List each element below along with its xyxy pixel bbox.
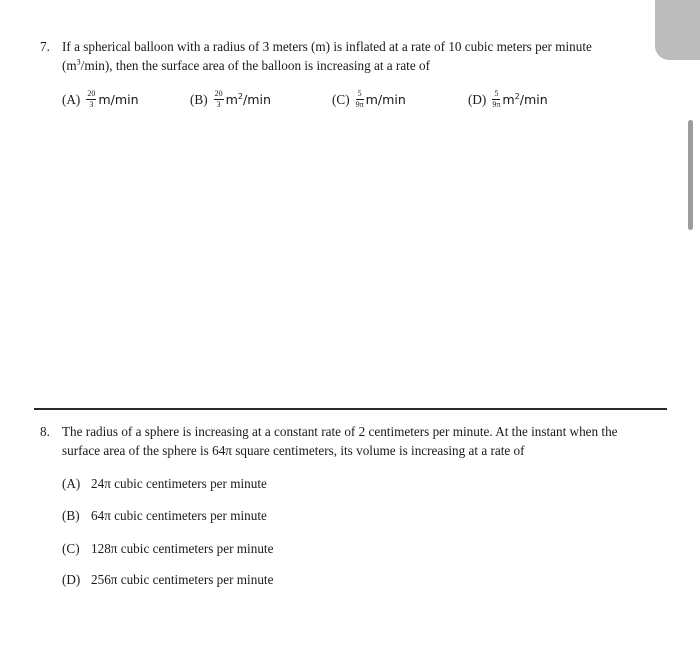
corner-tab[interactable] (655, 0, 700, 60)
choice-unit (98, 92, 138, 107)
choice-a[interactable] (62, 476, 267, 492)
choice-unit (226, 92, 271, 107)
text-fragment: /min), then the surface area of the balloon is increasing at a rate of (80, 58, 430, 73)
choice-unit (502, 92, 547, 107)
question-number: 8. (40, 424, 50, 439)
fraction (356, 90, 364, 109)
superscript: 3 (76, 57, 81, 67)
superscript: 2 (514, 91, 520, 101)
choice-letter: (B) (62, 508, 80, 523)
choice-d[interactable] (468, 90, 548, 109)
choice-a[interactable] (62, 90, 139, 109)
section-divider (34, 408, 667, 410)
fraction (86, 90, 96, 109)
unit-text: m (225, 92, 238, 107)
choice-text: 24π cubic centimeters per minute (91, 476, 267, 491)
unit-text: m/min (365, 92, 406, 107)
fraction-denominator: 9π (492, 100, 501, 109)
text-fragment: (m (62, 58, 77, 73)
choice-text: 256π cubic centimeters per minute (91, 572, 274, 587)
fraction-denominator: 3 (89, 100, 94, 109)
unit-text: /min (242, 92, 271, 107)
choice-text: 128π cubic centimeters per minute (91, 541, 274, 556)
question-text (62, 37, 640, 75)
question-line-1: If a spherical balloon with a radius of 3 meters (m) is inflated at a rate of 10 cubic meters per minute (62, 39, 592, 54)
choice-letter: (D) (468, 91, 487, 107)
question-line-2 (62, 56, 640, 75)
question-7 (40, 37, 640, 75)
scrollbar[interactable] (688, 120, 693, 230)
choice-letter: (D) (62, 572, 81, 587)
fraction-numerator: 5 (494, 89, 499, 98)
question-number: 7. (40, 39, 50, 54)
unit-text: m (502, 92, 515, 107)
choice-unit (366, 92, 406, 107)
unit-text: m/min (98, 92, 139, 107)
fraction-numerator: 20 (87, 89, 96, 98)
choice-letter: (C) (332, 91, 350, 107)
choice-d[interactable] (62, 572, 273, 588)
question-8 (40, 422, 650, 460)
question-line-2: surface area of the sphere is 64π square centimeters, its volume is increasing at a rate of (62, 443, 525, 458)
choice-c[interactable] (332, 90, 406, 109)
fraction (492, 90, 500, 109)
fraction-numerator: 20 (214, 89, 223, 98)
superscript: 2 (237, 91, 243, 101)
choice-letter: (C) (62, 541, 80, 556)
question-7-choices (62, 90, 622, 114)
fraction-numerator: 5 (357, 89, 362, 98)
question-line-1: The radius of a sphere is increasing at a constant rate of 2 centimeters per minute. At the instant when the (62, 424, 618, 439)
unit-text: /min (519, 92, 548, 107)
fraction (214, 90, 224, 109)
question-text (62, 422, 650, 460)
fraction-denominator: 3 (216, 100, 221, 109)
fraction-denominator: 9π (355, 100, 364, 109)
choice-text: 64π cubic centimeters per minute (91, 508, 267, 523)
choice-b[interactable] (190, 90, 271, 109)
choice-b[interactable] (62, 508, 267, 524)
choice-letter: (A) (62, 91, 81, 107)
choice-c[interactable] (62, 541, 273, 557)
choice-letter: (A) (62, 476, 81, 491)
choice-letter: (B) (190, 91, 208, 107)
